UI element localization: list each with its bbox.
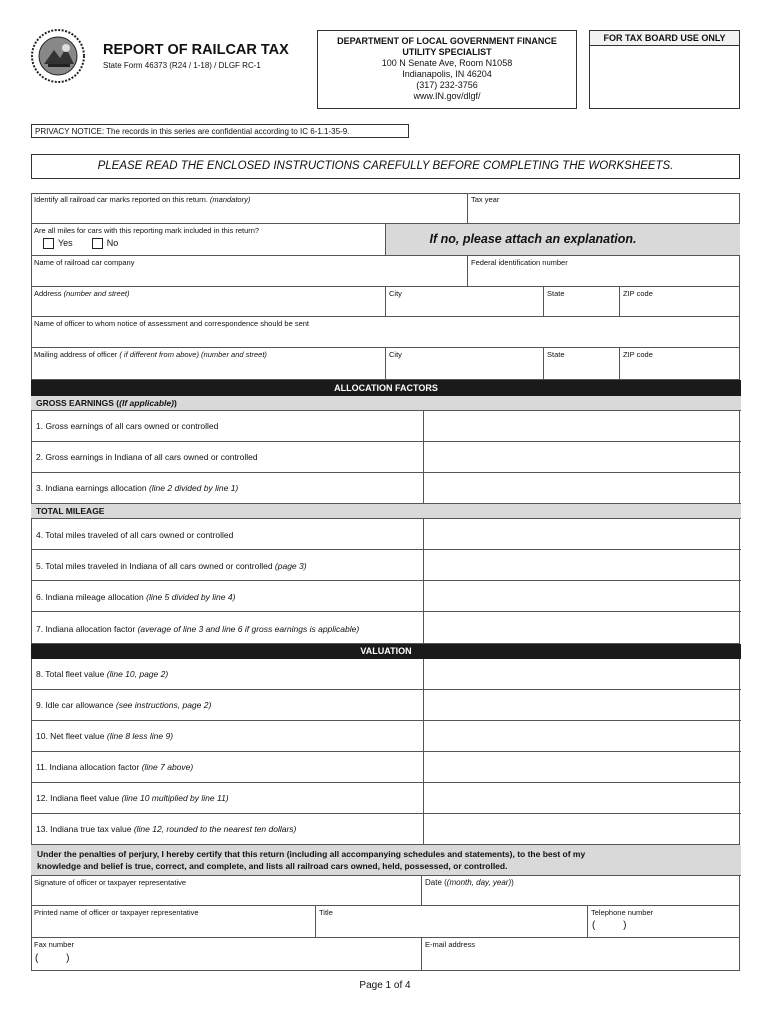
line-9-row[interactable]: 9. Idle car allowance (see instructions, page 2) — [31, 690, 741, 721]
line-13-row[interactable]: 13. Indiana true tax value (line 12, rounded to the nearest ten dollars) — [36, 824, 297, 834]
fein-label: Federal identification number — [471, 258, 568, 267]
marks-label: Identify all railroad car marks reported on this return. — [34, 195, 208, 204]
state-seal — [30, 28, 86, 84]
dept-line6: www.IN.gov/dlgf/ — [413, 91, 481, 101]
zip2-field[interactable] — [620, 348, 740, 380]
city2-label: City — [389, 350, 402, 359]
title-label: Title — [319, 908, 333, 917]
instructions-banner: PLEASE READ THE ENCLOSED INSTRUCTIONS CAREFULLY BEFORE COMPLETING THE WORKSHEETS. — [31, 154, 740, 179]
email-field[interactable] — [422, 938, 740, 971]
mailing-label: Mailing address of officer — [34, 350, 118, 359]
telephone-field[interactable] — [588, 906, 740, 938]
city2-field[interactable] — [386, 348, 544, 380]
dept-line3: 100 N Senate Ave, Room N1058 — [381, 58, 513, 68]
line-4-row[interactable]: 4. Total miles traveled of all cars owned or controlled — [31, 519, 741, 550]
fax-field[interactable] — [31, 938, 422, 971]
yes-label: Yes — [58, 238, 73, 248]
title-field[interactable] — [316, 906, 588, 938]
tax-year-label: Tax year — [471, 195, 500, 204]
company-field[interactable] — [31, 256, 468, 287]
yes-checkbox[interactable] — [43, 238, 54, 249]
tax-board-box — [589, 30, 740, 109]
mailing-field[interactable] — [31, 348, 386, 380]
address-field[interactable] — [31, 287, 386, 317]
line-12-row[interactable]: 12. Indiana fleet value (line 10 multiplied by line 11) — [31, 783, 741, 814]
zip-field[interactable] — [620, 287, 740, 317]
all-miles-question: Are all miles for cars with this reporting mark included in this return? — [34, 226, 260, 235]
state-field[interactable] — [544, 287, 620, 317]
allocation-heading: ALLOCATION FACTORS — [31, 380, 741, 396]
line-8-row[interactable]: 8. Total fleet value (line 10, page 2) — [31, 659, 741, 690]
officer-field[interactable] — [31, 317, 740, 348]
line-11-row[interactable]: 11. Indiana allocation factor (line 7 above) — [31, 752, 741, 783]
valuation-heading: VALUATION — [31, 644, 741, 659]
certification-statement: Under the penalties of perjury, I hereby certify that this return (including all accompanying schedules and statements), to the best of my knowledge and belief is true, correct, and complete, and lists all railroad cars owned, held, possessed, or controlled. — [31, 845, 741, 876]
dept-line1: DEPARTMENT OF LOCAL GOVERNMENT FINANCE — [337, 36, 557, 46]
state-label: State — [547, 289, 565, 298]
city-label: City — [389, 289, 402, 298]
privacy-notice: PRIVACY NOTICE: The records in this series are confidential according to IC 6-1.1-35-9. — [31, 124, 409, 138]
total-mileage-heading: TOTAL MILEAGE — [31, 504, 741, 519]
dept-line2: UTILITY SPECIALIST — [402, 47, 492, 57]
officer-label: Name of officer to whom notice of assessment and correspondence should be sent — [34, 319, 310, 328]
mailing-note: ( if different from above) (number and street) — [119, 350, 267, 359]
address-note: (number and street) — [63, 289, 130, 298]
address-label: Address — [34, 289, 62, 298]
date-note: (month, day, year) — [446, 878, 512, 887]
state2-label: State — [547, 350, 565, 359]
tax-board-label: FOR TAX BOARD USE ONLY — [590, 31, 739, 46]
form-title: REPORT OF RAILCAR TAX — [103, 42, 289, 58]
telephone-area-code: ( ) — [592, 920, 627, 931]
line-10-row[interactable]: 10. Net fleet value (line 8 less line 9) — [31, 721, 741, 752]
line-6-row[interactable]: 6. Indiana mileage allocation (line 5 divided by line 4) — [31, 581, 741, 612]
department-box — [317, 30, 577, 109]
state2-field[interactable] — [544, 348, 620, 380]
telephone-label: Telephone number — [591, 908, 654, 917]
city-field[interactable] — [386, 287, 544, 317]
line-3-row[interactable]: 3. Indiana earnings allocation (line 2 divided by line 1) — [31, 473, 741, 504]
signature-field[interactable] — [31, 876, 422, 906]
page-number: Page 1 of 4 — [359, 980, 411, 991]
line-1-row[interactable]: 1. Gross earnings of all cars owned or controlled — [31, 411, 741, 442]
marks-field[interactable] — [31, 193, 468, 224]
tax-year-field[interactable] — [468, 193, 740, 224]
signature-label: Signature of officer or taxpayer representative — [34, 878, 187, 887]
dept-line4: Indianapolis, IN 46204 — [402, 69, 492, 79]
line-5-row[interactable]: 5. Total miles traveled in Indiana of all cars owned or controlled (page 3) — [31, 550, 741, 581]
email-label: E-mail address — [425, 940, 476, 949]
dept-line5: (317) 232-3756 — [416, 80, 478, 90]
if-no-note: If no, please attach an explanation. — [385, 224, 740, 256]
printed-name-field[interactable] — [31, 906, 316, 938]
marks-note: (mandatory) — [209, 195, 251, 204]
zip2-label: ZIP code — [623, 350, 653, 359]
line-7-row[interactable]: 7. Indiana allocation factor (average of line 3 and line 6 if gross earnings is applicable) — [36, 624, 360, 634]
date-field[interactable]: Date ((month, day, year)) — [422, 876, 740, 906]
date-label: Date — [425, 878, 442, 887]
form-number: State Form 46373 (R24 / 1-18) / DLGF RC-1 — [103, 61, 261, 70]
company-label: Name of railroad car company — [34, 258, 135, 267]
gross-earnings-heading: GROSS EARNINGS ((If applicable)) — [31, 396, 741, 411]
fein-field[interactable] — [468, 256, 740, 287]
fax-label: Fax number — [34, 940, 75, 949]
printed-name-label: Printed name of officer or taxpayer representative — [34, 908, 199, 917]
line-2-row[interactable]: 2. Gross earnings in Indiana of all cars owned or controlled — [31, 442, 741, 473]
zip-label: ZIP code — [623, 289, 653, 298]
no-label: No — [106, 238, 119, 248]
fax-area-code: ( ) — [35, 953, 70, 964]
no-checkbox[interactable] — [92, 238, 103, 249]
